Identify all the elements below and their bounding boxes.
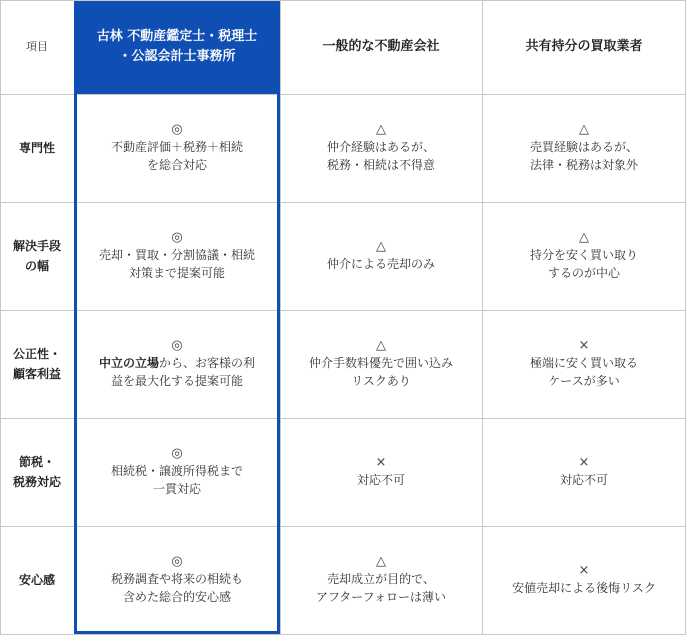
cell-text-line: 仲介経験はあるが、 (326, 140, 435, 154)
cell-text-line: 仲介手数料優先で囲い込み (308, 356, 453, 370)
row-divider (0, 418, 686, 419)
cell-text-line: 安値売却による後悔リスク (512, 581, 656, 595)
header-buyout-company (482, 0, 686, 94)
row-label-line: 税務対応 (12, 475, 61, 489)
rating-mark: △ (376, 554, 386, 569)
cell-text-line: ケースが多い (548, 374, 620, 388)
row-label-line: 公正性・ (12, 347, 61, 361)
rating-mark: × (375, 455, 387, 470)
rating-mark: △ (579, 230, 589, 245)
rating-mark: ◎ (171, 554, 183, 569)
row-label-line: 節税・ (18, 455, 55, 469)
row-divider (0, 526, 686, 527)
row-label-expertise (0, 94, 74, 202)
cell-text-line: を総合対応 (146, 158, 207, 172)
cell-featured-fairness (74, 310, 280, 418)
cell-text-line: 売却成立が目的で、 (327, 572, 435, 586)
cell-text-line: 一貫対応 (152, 482, 201, 496)
table-border-top (0, 0, 686, 1)
cell-text-line: 含めた総合的安心感 (122, 590, 231, 604)
cell-general-fairness (280, 310, 482, 418)
cell-featured-expertise (74, 94, 280, 202)
row-divider (0, 202, 686, 203)
rating-mark: ◎ (171, 230, 183, 245)
cell-buyout-peace-of-mind (482, 526, 686, 634)
header-col3-label: 共有持分の買取業者 (525, 39, 643, 54)
rating-mark: △ (376, 122, 386, 137)
cell-text-line: するのが中心 (547, 266, 620, 280)
cell-text-line: 対応不可 (356, 473, 405, 487)
cell-text-line (99, 354, 255, 372)
row-label-line: 安心感 (18, 573, 55, 587)
cell-general-solutions (280, 202, 482, 310)
cell-text-line: 法律・税務は対象外 (529, 158, 638, 172)
column-divider (280, 0, 281, 635)
cell-text-line: 仲介による売却のみ (326, 257, 435, 271)
header-featured-firm (74, 0, 280, 94)
header-item-label: 項目 (26, 40, 48, 53)
table-border-left (0, 0, 1, 635)
cell-featured-peace-of-mind (74, 526, 280, 634)
rating-mark: ◎ (171, 122, 183, 137)
row-label-solutions (0, 202, 74, 310)
rating-mark: × (578, 455, 590, 470)
rating-mark: ◎ (171, 338, 183, 353)
cell-general-expertise (280, 94, 482, 202)
cell-text-line: 対応不可 (559, 473, 608, 487)
header-general-realestate (280, 0, 482, 94)
cell-text-line: 極端に安く買い取る (529, 356, 638, 370)
header-featured-line2: ・公認会計士事務所 (118, 49, 236, 64)
column-divider (482, 0, 483, 635)
cell-text-line: 相続税・譲渡所得税まで (110, 464, 243, 478)
rating-mark: × (578, 338, 590, 353)
header-item (0, 0, 74, 94)
row-label-fairness (0, 310, 74, 418)
cell-general-tax (280, 418, 482, 526)
cell-text-line: 対策まで提案可能 (128, 266, 225, 280)
header-featured-line1: 古林 不動産鑑定士・税理士 (96, 29, 258, 44)
cell-text-line: 売買経験はあるが、 (529, 140, 638, 154)
row-label-line: 解決手段 (12, 239, 61, 253)
row-label-line: 顧客利益 (12, 367, 61, 381)
cell-featured-solutions (74, 202, 280, 310)
row-label-line: の幅 (24, 259, 49, 273)
cell-text-line: 税務・相続は不得意 (326, 158, 435, 172)
cell-buyout-solutions (482, 202, 686, 310)
cell-buyout-tax (482, 418, 686, 526)
cell-text-line: リスクあり (351, 374, 411, 388)
cell-buyout-fairness (482, 310, 686, 418)
cell-text-line: 益を最大化する提案可能 (110, 374, 243, 388)
row-label-peace-of-mind (0, 526, 74, 634)
cell-buyout-expertise (482, 94, 686, 202)
row-divider (0, 310, 686, 311)
cell-featured-tax (74, 418, 280, 526)
rating-mark: × (578, 563, 590, 578)
header-col2-label: 一般的な不動産会社 (322, 39, 440, 54)
row-label-line: 専門性 (18, 141, 55, 155)
cell-general-peace-of-mind (280, 526, 482, 634)
cell-text-line: 売却・買取・分割協議・相続 (98, 248, 255, 262)
cell-text-line: 持分を安く買い取り (529, 248, 638, 262)
rating-mark: △ (579, 122, 589, 137)
rating-mark: ◎ (171, 446, 183, 461)
cell-text-line: 不動産評価＋税務＋相続 (110, 140, 243, 154)
rating-mark: △ (376, 239, 386, 254)
row-divider (0, 94, 686, 95)
cell-text-line: アフターフォローは薄い (316, 590, 446, 604)
rating-mark: △ (376, 338, 386, 353)
cell-text-line: 税務調査や将来の相続も (110, 572, 243, 586)
cell-text-fragment: から、お客様の利 (159, 356, 256, 370)
row-label-tax (0, 418, 74, 526)
emphasis-text: 中立の立場 (98, 356, 159, 370)
